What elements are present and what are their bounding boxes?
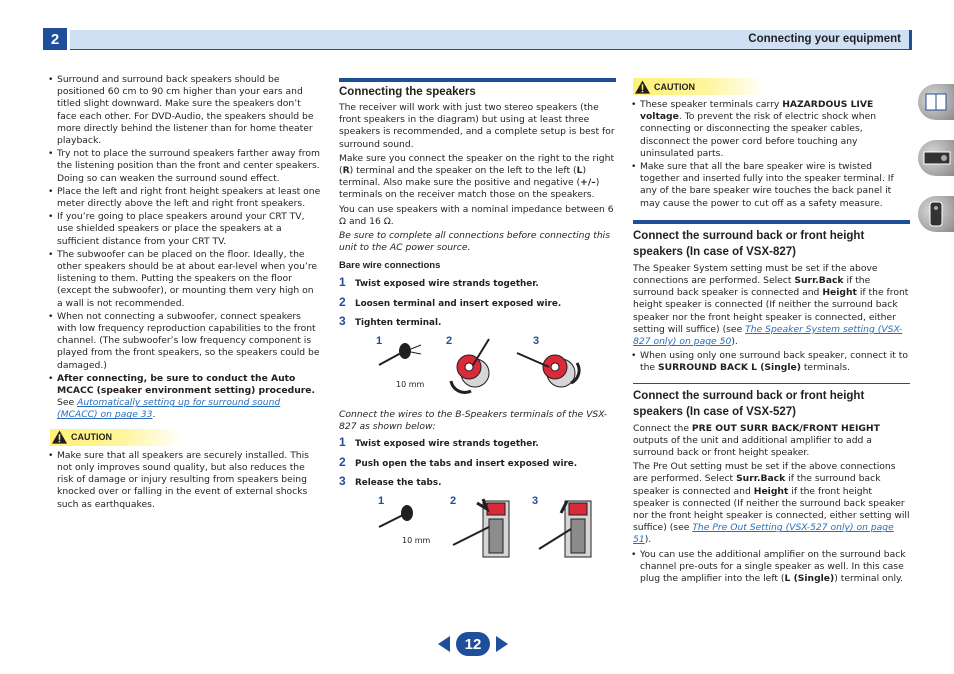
section-heading: Connect the surround back or front height speakers (In case of VSX-527) (633, 383, 910, 420)
list-item: • The subwoofer can be placed on the floor. Ideally, the other speakers should be at about ear-level when you’re listening to them. Putting the speakers on the floor (except the subwoofer), or mounting them very high on a wall is not recommended. (50, 249, 322, 310)
prev-page-icon[interactable] (438, 636, 450, 652)
paragraph: The Pre Out setting must be set if the above connections are performed. Select Surr.Back if the surround back speaker is connected and Height if the front height speaker is connected (If neither the surround back speaker nor the front height speaker is connected, either setting will suffice) (see The Pre Out Setting (VSX-527 only) on page 51). (633, 461, 910, 546)
remote-icon[interactable] (918, 196, 954, 232)
page-section-title: Connecting your equipment (748, 33, 901, 45)
section-heading: Connect the surround back or front height speakers (In case of VSX-827) (633, 220, 910, 260)
caution-label: CAUTION (71, 432, 112, 443)
caution-banner (633, 78, 765, 95)
list-item: • Try not to place the surround speakers farther away from the listening position than the front and center speakers. Doing so can weaken the surround sound effect. (50, 148, 322, 185)
sub-heading: Bare wire connections (339, 260, 441, 272)
column-middle (339, 78, 616, 569)
caution-banner (50, 429, 182, 446)
column-left (50, 74, 322, 512)
page-number: 12 (456, 632, 490, 656)
receiver-icon[interactable] (918, 140, 954, 176)
step: 1 Twist exposed wire strands together. (339, 275, 539, 290)
caution-label: CAUTION (654, 81, 695, 92)
list-item: • When using only one surround back speaker, connect it to the SURROUND BACK L (Single) terminals. (633, 350, 910, 374)
caution-item: • Make sure that all speakers are securely installed. This not only improves sound quality, but also reduces the risk of damage or injury resulting from speakers being knocked over or falling in the event of external shocks such as earthquakes. (50, 450, 322, 511)
paragraph: Connect the PRE OUT SURR BACK/FRONT HEIGHT outputs of the unit and additional amplifier to add a surround back or front height speaker. (633, 422, 880, 459)
caution-item: • Make sure that all the bare speaker wire is twisted together and inserted fully into the speaker terminal. If any of the bare speaker wire touches the back panel it may cause the power to cut off as a safety measure. (633, 161, 910, 210)
italic-note: Be sure to complete all connections before connecting this unit to the AC power source. (339, 230, 611, 254)
list-item: • Place the left and right front height speakers at least one meter directly above the left and right front speakers. (50, 186, 322, 210)
speaker-system-link[interactable]: The Speaker System setting (VSX-827 only) on page 50 (633, 323, 903, 348)
pre-out-link[interactable]: The Pre Out Setting (VSX-527 only) on page 51 (633, 522, 894, 546)
step: 2 Push open the tabs and insert exposed wire. (339, 454, 578, 469)
list-item: • You can use the additional amplifier on the surround back channel pre-outs for a single speaker as well. In this case plug the amplifier into the left (L (Single)) terminal only. (633, 549, 910, 586)
mcacc-note: After connecting, be sure to conduct the Auto MCACC (speaker environment setting) procedure. (57, 372, 316, 397)
paragraph: Make sure you connect the speaker on the right to the right (R) terminal and the speaker on the left to the left (L) terminal. Also make sure the positive and negative (+/–) terminals on the receiver match those on the speakers. (339, 152, 615, 201)
step: 1 Twist exposed wire strands together. (339, 435, 539, 450)
placement-list (50, 74, 322, 422)
see-text: See (57, 397, 78, 409)
pager (438, 632, 508, 656)
paragraph: The Speaker System setting must be set if the above connections are performed. Select Surr.Back if the surround back speaker is connected and Height if the front height speaker is connected (If neither the surround back speaker nor the front height speaker is connected, either setting will suffice) (see The Speaker System setting (VSX-827 only) on page 50). (633, 262, 909, 348)
wire-terminal-figure: 1 2 3 10 mm (339, 333, 616, 405)
book-icon[interactable] (918, 84, 954, 120)
column-right (633, 78, 910, 586)
mcacc-link[interactable]: Automatically setting up for surround sound (MCACC) on page 33 (57, 397, 281, 421)
list-item-mcacc (50, 373, 322, 422)
caution-item: • These speaker terminals carry HAZARDOUS LIVE voltage. To prevent the risk of electric shock when connecting or disconnecting the speaker cables, disconnect the power cord before touching any uninsulated parts. (633, 99, 910, 160)
period-text: . (152, 409, 156, 421)
italic-note: Connect the wires to the B-Speakers terminals of the VSX-827 as shown below: (339, 409, 608, 433)
paragraph: The receiver will work with just two stereo speakers (the front speakers in the diagram) but using at least three speakers is recommended, and a complete setup is best for surround sound. (339, 102, 615, 150)
chapter-number: 2 (43, 28, 67, 50)
paragraph: You can use speakers with a nominal impedance between 6 Ω and 16 Ω. (339, 203, 614, 227)
next-page-icon[interactable] (496, 636, 508, 652)
tab-terminal-figure: 1 2 3 10 mm (339, 493, 616, 565)
step: 3 Release the tabs. (339, 473, 442, 488)
step: 2 Loosen terminal and insert exposed wire. (339, 294, 562, 309)
header-bar (70, 30, 912, 50)
caution-triangle-icon (52, 430, 67, 444)
list-item: • If you’re going to place speakers around your CRT TV, use shielded speakers or place the speakers at a sufficient distance from your CRT TV. (50, 211, 322, 248)
list-item: • Surround and surround back speakers should be positioned 60 cm to 90 cm higher than your ears and titled slight downward. Make sure the speakers don’t face each other. For DVD-Audio, the speakers should be more directly behind the listener than for home theater playback. (50, 74, 322, 147)
step: 3 Tighten terminal. (339, 313, 442, 328)
list-item: • When not connecting a subwoofer, connect speakers with low frequency reproduction capabilities to the front channel. (The subwoofer’s low frequency component is played from the front speakers, so the speakers could be damaged.) (50, 311, 322, 372)
caution-triangle-icon (635, 80, 650, 94)
section-heading: Connecting the speakers (339, 78, 616, 98)
